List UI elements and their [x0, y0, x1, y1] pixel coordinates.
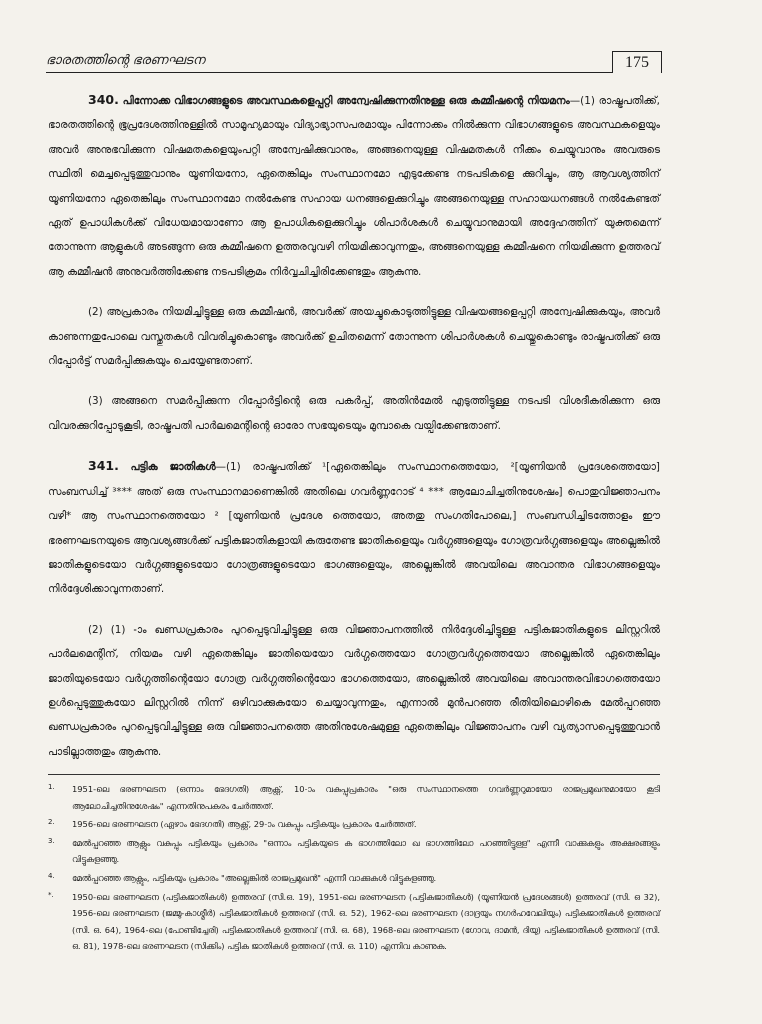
footnote	[48, 889, 660, 955]
footnote-text: 1950-ലെ ഭരണഘടന (പട്ടികജാതികൾ) ഉത്തരവ് (സി.ഒ. 19), 1951-ലെ ഭരണഘടന (പട്ടികജാതികൾ) (യൂണിയൻ പ്രദേശങ്ങൾ) ഉത്തരവ് (സി. ഒ 32), 1956-ലെ ഭരണഘടന (ജമ്മു-കാശ്മീർ) പട്ടികജാതികൾ ഉത്തരവ് (സി. ഒ. 52), 1962-ലെ ഭരണഘടന (ദാദ്രയും നഗർഹവേലിയും) പട്ടികജാതികൾ ഉത്തരവ് (സി. ഒ. 64), 1964-ലെ (പോണ്ടിച്ചേരി) പട്ടികജാതികൾ ഉത്തരവ് (സി. ഒ. 68), 1968-ലെ ഭരണഘടന (ഗോവ, ദാമൻ, ദിയു) പട്ടികജാതികൾ ഉത്തരവ് (സി. ഒ. 81), 1978-ലെ ഭരണഘടന (സിക്കിം) പട്ടിക ജാതികൾ ഉത്തരവ് (സി. ഒ. 110) എന്നിവ കാണുക.	[72, 891, 660, 952]
section-340-para-1	[48, 88, 660, 284]
footnotes	[48, 774, 660, 957]
footnote-mark: 4.	[48, 871, 55, 880]
footnote-text: 1951-ലെ ഭരണഘടന (ഒന്നാം ഭേദഗതി) ആക്റ്റ്, 10-ാം വകുപ്പുപ്രകാരം "ഒരു സംസ്ഥാനത്തെ ഗവർണ്ണറുമായോ രാജപ്രമുഖനുമായോ കൂടി ആലോചിച്ചതിനുശേഷം" എന്നതിനുപകരം ചേർത്തത്.	[72, 784, 660, 811]
section-341-number: 341.	[88, 458, 119, 474]
footnote-mark: 1.	[48, 783, 55, 791]
section-340-heading: പിന്നോക്ക വിഭാഗങ്ങളുടെ അവസ്ഥകളെപ്പറ്റി അന്വേഷിക്കുന്നതിനുള്ള ഒരു കമ്മീഷന്റെ നിയമനം	[122, 95, 570, 107]
section-340-para-3: (3) അങ്ങനെ സമർപ്പിക്കുന്ന റിപ്പോർട്ടിന്റെ ഒരു പകർപ്പ്, അതിൻമേൽ എടുത്തിട്ടുള്ള നടപടി വിശദീകരിക്കുന്ന ഒരു വിവരക്കുറിപ്പോടുകൂടി, രാഷ്ട്രപതി പാർലമെന്റിന്റെ ഓരോ സഭയുടെയും മുമ്പാകെ വയ്പിക്കേണ്ടതാണ്.	[48, 395, 660, 432]
footnote-text: മേൽപ്പറഞ്ഞ ആക്റ്റും, പട്ടികയും പ്രകാരം "അല്ലെങ്കിൽ രാജപ്രമുഖൻ" എന്നീ വാക്കുകൾ വിട്ടുകളഞ്ഞു.	[72, 872, 437, 883]
section-341-heading: പട്ടിക ജാതികൾ	[130, 461, 216, 474]
footnote-text: 1956-ലെ ഭരണഘടന (ഏഴാം ഭേദഗതി) ആക്റ്റ്, 29-ാം വകുപ്പും പട്ടികയും പ്രകാരം ചേർത്തത്.	[72, 819, 417, 830]
footnote-text: മേൽപ്പറഞ്ഞ ആക്റ്റും വകുപ്പും പട്ടികയും പ്രകാരം "ഒന്നാം പട്ടികയുടെ ക ഭാഗത്തിലോ ഖ ഭാഗത്തിലോ പറഞ്ഞിട്ടുള്ള" എന്നീ വാക്കുകളും അക്ഷരങ്ങളും വിട്ടുകളഞ്ഞു.	[72, 837, 660, 865]
section-341-para-2: (2) (1) -ാം ഖണ്ഡപ്രകാരം പുറപ്പെടുവിച്ചിട്ടുള്ള ഒരു വിജ്ഞാപനത്തിൽ നിർദ്ദേശിച്ചിട്ടുള്ള പട്ടികജാതികളുടെ ലിസ്റ്ററിൽ പാർലമെന്റിന്, നിയമം വഴി ഏതെങ്കിലും ജാതിയെയോ വർഗ്ഗത്തെയോ ഗോത്രവർഗ്ഗത്തെയോ അല്ലെങ്കിൽ ഏതെങ്കിലും ജാതിയുടെയോ വർഗ്ഗത്തിന്റെയോ ഗോത്ര വർഗ്ഗത്തിന്റെയോ ഭാഗത്തെയോ, അല്ലെങ്കിൽ അവയിലെ അവാന്തരവിഭാഗത്തെയോ ഉൾപ്പെടുത്തുകയോ ലിസ്റ്ററിൽ നിന്ന് ഒഴിവാക്കുകയോ ചെയ്യാവുന്നതും, എന്നാൽ മുൻപറഞ്ഞ രീതിയിലൊഴികെ മേൽപ്പറഞ്ഞ ഖണ്ഡപ്രകാരം പുറപ്പെടുവിച്ചിട്ടുള്ള ഒരു വിജ്ഞാപനത്തെ അതിനുശേഷമുള്ള ഏതെങ്കിലും വിജ്ഞാപനം വഴി വ്യത്യാസപ്പെടുത്തുവാൻ പാടില്ലാത്തതും ആകുന്നു.	[48, 623, 660, 758]
footnote-mark: *.	[48, 890, 54, 899]
section-340-text-1: —(1) രാഷ്ട്രപതിക്ക്, ഭാരതത്തിന്റെ ഭൂപ്രദേശത്തിനുള്ളിൽ സാമൂഹ്യമായും വിദ്യാഭ്യാസപരമായും പിന്നോക്കം നിൽക്കുന്ന വിഭാഗങ്ങളുടെ അവസ്ഥകളെയും അവർ അനുഭവിക്കുന്ന വിഷമതകളെയുംപറ്റി അന്വേഷിക്കുവാനും, അങ്ങനെയുള്ള വിഷമതകൾ നീക്കം ചെയ്യുവാനും അവരുടെ സ്ഥിതി മെച്ചപ്പെടുത്തുവാനും യൂണിയനോ, ഏതെങ്കിലും സംസ്ഥാനമോ എടുക്കേണ്ട നടപടികളെ ക്കുറിച്ചും, ആ ആവശ്യത്തിന് യൂണിയനോ ഏതെങ്കിലും സംസ്ഥാനമോ നൽകേണ്ട സഹായ ധനങ്ങളെക്കുറിച്ചും അങ്ങനെയുള്ള സഹായധനങ്ങൾ നൽകേണ്ടത് ഏത് ഉപാധികൾക്ക് വിധേയമായാണോ ആ ഉപാധികളെക്കുറിച്ചും ശിപാർശകൾ ചെയ്യുവാനുമായി അദ്ദേഹത്തിന് യുക്തമെന്ന് തോന്നുന്ന ആളുകൾ അടങ്ങുന്ന ഒരു കമ്മീഷനെ ഉത്തരവുവഴി നിയമിക്കാവുന്നതും, അങ്ങനെയുള്ള കമ്മീഷനെ നിയമിക്കുന്ന ഉത്തരവ് ആ കമ്മീഷൻ അനുവർത്തിക്കേണ്ട നടപടിക്രമം നിർവ്വചിച്ചിരിക്കേണ്ടതും ആകുന്നു.	[48, 95, 660, 278]
page-number: 175	[612, 51, 662, 73]
footnote	[48, 870, 660, 887]
footnote	[48, 816, 660, 833]
footnote	[48, 781, 660, 814]
footnote-mark: 2.	[48, 818, 55, 827]
section-341-para-1	[48, 454, 660, 601]
page-body	[48, 88, 660, 764]
footnote-mark: 3.	[48, 836, 55, 845]
section-341-text-1: —(1) രാഷ്ട്രപതിക്ക് ¹[ഏതെങ്കിലും സംസ്ഥാനത്തെയോ, ²[യൂണിയൻ പ്രദേശത്തെയോ] സംബന്ധിച്ച് ³*** അത് ഒരു സംസ്ഥാനമാണെങ്കിൽ അതിലെ ഗവർണ്ണറോട് ⁴ *** ആലോചിച്ചതിനുശേഷം] പൊതുവിജ്ഞാപനം വഴി* ആ സംസ്ഥാനത്തെയോ ² [യൂണിയൻ പ്രദേശ ത്തെയോ, അതതു സംഗതിപോലെ,] സംബന്ധിച്ചിടത്തോളം ഈ ഭരണഘടനയുടെ ആവശ്യങ്ങൾക്ക് പട്ടികജാതികളായി കരുതേണ്ട ജാതികളെയും വർഗ്ഗങ്ങളെയും ഗോത്രവർഗ്ഗങ്ങളെയും അല്ലെങ്കിൽ ജാതികളുടെയോ വർഗ്ഗങ്ങളുടെയോ ഗോത്രങ്ങളുടെയോ ഭാഗങ്ങളെയും, അല്ലെങ്കിൽ അവയിലെ അവാന്തര വിഭാഗങ്ങളെയും നിർദ്ദേശിക്കാവുന്നതാണ്.	[48, 461, 660, 596]
footnote	[48, 835, 660, 868]
section-340-number: 340.	[88, 92, 119, 107]
page-header	[46, 46, 662, 73]
running-title: ഭാരതത്തിന്റെ ഭരണഘടന	[46, 53, 205, 68]
section-340-para-2: (2) അപ്രകാരം നിയമിച്ചിട്ടുള്ള ഒരു കമ്മീഷൻ, അവർക്ക് അയച്ചുകൊടുത്തിട്ടുള്ള വിഷയങ്ങളെപ്പറ്റി അന്വേഷിക്കുകയും, അവർ കാണുന്നതുപോലെ വസ്തുതകൾ വിവരിച്ചുകൊണ്ടും അവർക്ക് ഉചിതമെന്ന് തോന്നുന്ന ശിപാർശകൾ ചെയ്തുകൊണ്ടും രാഷ്ട്രപതിക്ക് ഒരു റിപ്പോർട്ട് സമർപ്പിക്കുകയും ചെയ്യേണ്ടതാണ്.	[48, 306, 660, 368]
